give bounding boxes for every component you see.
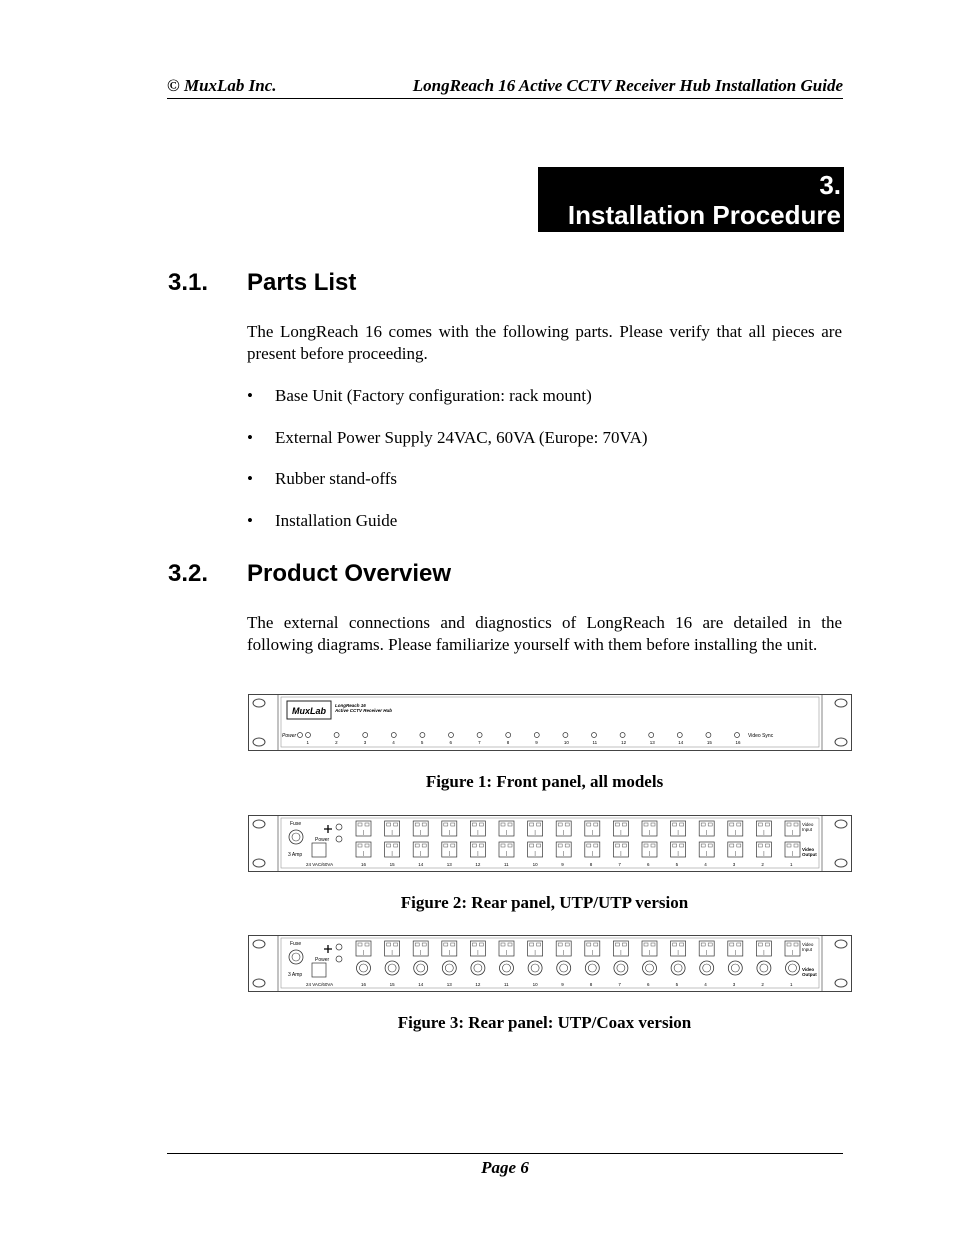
svg-text:3 Amp: 3 Amp <box>288 852 303 858</box>
channel-label: 11 <box>504 862 509 867</box>
svg-text:24 VAC/60VA: 24 VAC/60VA <box>306 982 334 987</box>
channel-label: 10 <box>563 740 569 745</box>
channel-label: 9 <box>561 862 564 867</box>
channel-label: 8 <box>506 740 510 745</box>
channel-label: 15 <box>389 862 395 867</box>
page-header <box>167 76 843 99</box>
channel-label: 15 <box>706 740 712 745</box>
svg-text:Active CCTV Receiver Hub: Active CCTV Receiver Hub <box>335 708 393 713</box>
svg-text:Power: Power <box>315 957 330 963</box>
section-number: 3.2. <box>168 560 209 587</box>
channel-label: 6 <box>449 740 453 745</box>
svg-text:Power: Power <box>282 733 297 739</box>
channel-label: 2 <box>761 982 764 987</box>
channel-label: 14 <box>418 862 424 867</box>
rear-panel-coax-diagram <box>248 935 852 992</box>
channel-label: 7 <box>618 982 621 987</box>
channel-label: 4 <box>392 740 395 745</box>
channel-label: 16 <box>361 982 367 987</box>
channel-label: 3 <box>363 740 367 745</box>
channel-label: 2 <box>335 740 338 745</box>
channel-label: 5 <box>675 862 679 867</box>
channel-label: 6 <box>647 862 650 867</box>
channel-label: 12 <box>475 862 481 867</box>
channel-label: 5 <box>420 740 424 745</box>
channel-label: 4 <box>704 982 707 987</box>
channel-label: 8 <box>589 862 593 867</box>
chapter-title: Installation Procedure <box>567 200 841 230</box>
svg-text:24 VAC/60VA: 24 VAC/60VA <box>306 862 334 867</box>
channel-label: 11 <box>504 982 509 987</box>
page-footer <box>167 1153 843 1177</box>
channel-label: 11 <box>592 740 598 745</box>
section-number: 3.1. <box>168 269 209 296</box>
channel-label: 15 <box>389 982 395 987</box>
svg-text:Input: Input <box>802 827 813 832</box>
chapter-number: 3. <box>819 170 841 200</box>
svg-text:Fuse: Fuse <box>290 941 302 947</box>
channel-label: 13 <box>446 982 452 987</box>
svg-text:Video: Video <box>802 967 815 972</box>
section-title: Parts List <box>247 269 357 296</box>
figure-caption: Figure 1: Front panel, all models <box>425 772 664 791</box>
channel-label: 7 <box>618 862 621 867</box>
rear-panel-utp-diagram <box>248 815 852 872</box>
channel-label: 9 <box>535 740 538 745</box>
overview-intro: The external connections and diagnostics of LongReach 16 are detailed in the following diagrams. Please familiarize yourself with them before installing the unit. <box>247 613 842 654</box>
channel-label: 16 <box>361 862 367 867</box>
svg-text:3 Amp: 3 Amp <box>288 972 303 978</box>
channel-label: 2 <box>761 862 764 867</box>
svg-text:Video Sync: Video Sync <box>748 733 774 739</box>
channel-label: 14 <box>418 982 424 987</box>
figure-caption: Figure 2: Rear panel, UTP/UTP version <box>400 893 689 912</box>
svg-text:Video: Video <box>802 822 814 827</box>
channel-label: 7 <box>478 740 481 745</box>
channel-label: 4 <box>704 862 707 867</box>
channel-label: 14 <box>678 740 684 745</box>
svg-text:Video: Video <box>802 847 815 852</box>
svg-text:Output: Output <box>802 972 817 977</box>
channel-label: 1 <box>790 982 793 987</box>
page-number: Page 6 <box>481 1158 529 1177</box>
channel-label: 10 <box>532 982 538 987</box>
figure-caption: Figure 3: Rear panel: UTP/Coax version <box>397 1013 692 1032</box>
channel-label: 16 <box>735 740 741 745</box>
parts-intro: The LongReach 16 comes with the following parts. Please verify that all pieces are present before proceeding. <box>247 322 842 363</box>
svg-text:LongReach 16: LongReach 16 <box>335 703 366 708</box>
svg-text:Input: Input <box>802 947 813 952</box>
svg-text:Power: Power <box>315 837 330 843</box>
channel-label: 8 <box>589 982 593 987</box>
section-title: Product Overview <box>247 560 452 587</box>
header-doc-title: LongReach 16 Active CCTV Receiver Hub Installation Guide <box>412 76 843 95</box>
channel-label: 1 <box>306 740 310 745</box>
front-panel-diagram <box>248 694 852 751</box>
channel-label: 6 <box>647 982 650 987</box>
channel-label: 9 <box>561 982 564 987</box>
channel-label: 10 <box>532 862 538 867</box>
chapter-banner <box>538 167 844 232</box>
channel-label: 12 <box>475 982 481 987</box>
svg-text:Output: Output <box>802 852 817 857</box>
channel-label: 13 <box>649 740 655 745</box>
channel-label: 12 <box>621 740 627 745</box>
channel-label: 5 <box>675 982 679 987</box>
channel-label: 13 <box>446 862 452 867</box>
header-company: © MuxLab Inc. <box>167 76 277 95</box>
svg-text:Fuse: Fuse <box>290 821 302 827</box>
muxlab-logo: MuxLab <box>292 706 327 716</box>
channel-label: 1 <box>790 862 793 867</box>
svg-text:Video: Video <box>802 942 814 947</box>
channel-label: 3 <box>732 862 736 867</box>
channel-label: 3 <box>732 982 736 987</box>
